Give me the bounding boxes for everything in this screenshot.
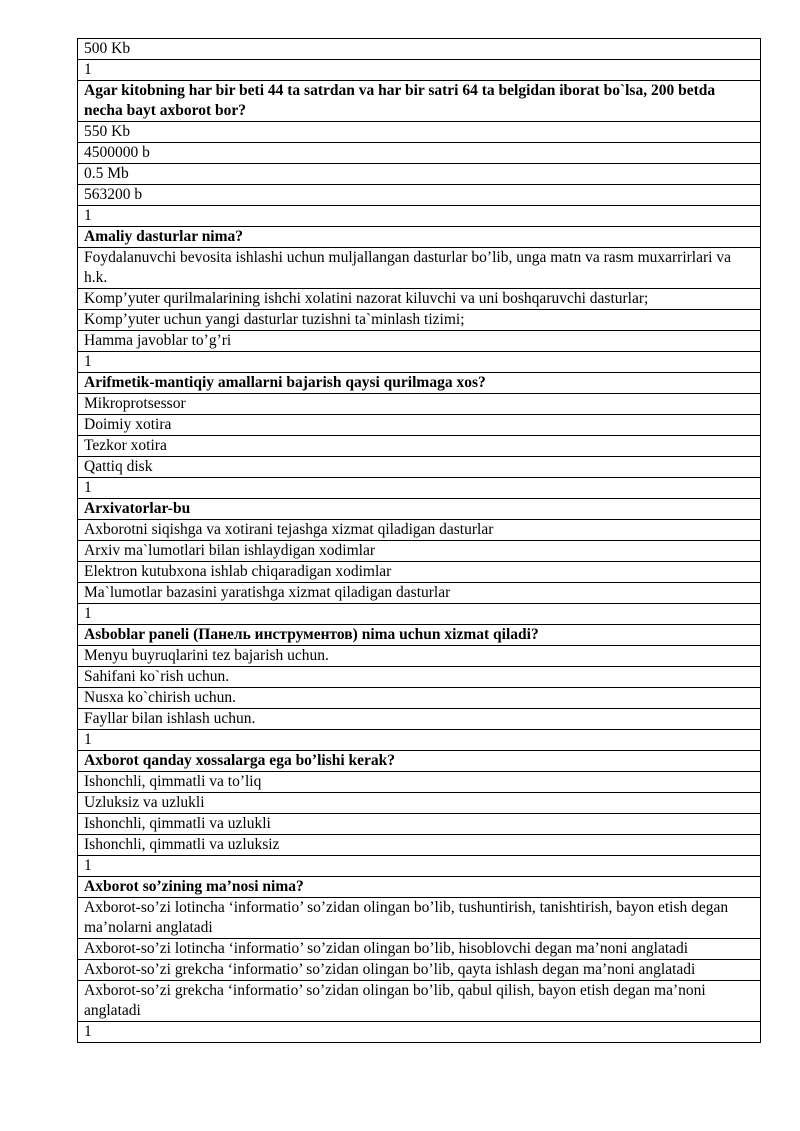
question-cell: Arxivatorlar-bu [78,499,761,520]
table-row [78,960,761,981]
question-cell: Axborot so’zining ma’nosi nima? [78,877,761,898]
answer-option-cell: Foydalanuvchi bevosita ishlashi uchun muljallangan dasturlar bo’lib, unga matn va rasm muxarrirlari va h.k. [78,248,761,289]
answer-option-cell: 550 Kb [78,122,761,143]
question-cell: Arifmetik-mantiqiy amallarni bajarish qaysi qurilmaga xos? [78,373,761,394]
table-row [78,394,761,415]
score-mark-cell: 1 [78,604,761,625]
score-mark-cell: 1 [78,352,761,373]
score-mark-cell: 1 [78,730,761,751]
answer-option-cell: Komp’yuter uchun yangi dasturlar tuzishni ta`minlash tizimi; [78,310,761,331]
table-row [78,436,761,457]
table-row [78,352,761,373]
table-row [78,981,761,1022]
answer-option-cell: Sahifani ko`rish uchun. [78,667,761,688]
table-row [78,60,761,81]
table-row [78,772,761,793]
score-mark-cell: 1 [78,206,761,227]
table-row [78,730,761,751]
answer-option-cell: Fayllar bilan ishlash uchun. [78,709,761,730]
question-cell: Agar kitobning har bir beti 44 ta satrdan va har bir satri 64 ta belgidan iborat bo`lsa, 200 betda necha bayt axborot bor? [78,81,761,122]
table-row [78,709,761,730]
score-mark-cell: 1 [78,856,761,877]
quiz-table-body [78,39,761,1043]
table-row [78,646,761,667]
table-row [78,310,761,331]
table-row [78,562,761,583]
table-row [78,688,761,709]
table-row [78,331,761,352]
table-row [78,185,761,206]
answer-option-cell: Komp’yuter qurilmalarining ishchi xolatini nazorat kiluvchi va uni boshqaruvchi dasturlar; [78,289,761,310]
table-row [78,478,761,499]
table-row [78,81,761,122]
answer-option-cell: Ma`lumotlar bazasini yaratishga xizmat qiladigan dasturlar [78,583,761,604]
table-row [78,898,761,939]
table-row [78,122,761,143]
answer-option-cell: Ishonchli, qimmatli va uzlukli [78,814,761,835]
answer-option-cell: Hamma javoblar to’g’ri [78,331,761,352]
answer-option-cell: 0.5 Mb [78,164,761,185]
answer-option-cell: Qattiq disk [78,457,761,478]
table-row [78,814,761,835]
answer-option-cell: Tezkor xotira [78,436,761,457]
answer-option-cell: Ishonchli, qimmatli va to’liq [78,772,761,793]
table-row [78,583,761,604]
table-row [78,856,761,877]
answer-option-cell: Arxiv ma`lumotlari bilan ishlaydigan xodimlar [78,541,761,562]
table-row [78,164,761,185]
table-row [78,751,761,772]
table-row [78,793,761,814]
table-row [78,373,761,394]
score-mark-cell: 1 [78,478,761,499]
answer-option-cell: Mikroprotsessor [78,394,761,415]
answer-option-cell: Doimiy xotira [78,415,761,436]
table-row [78,939,761,960]
answer-option-cell: Nusxa ko`chirish uchun. [78,688,761,709]
answer-option-cell: Uzluksiz va uzlukli [78,793,761,814]
question-cell: Amaliy dasturlar nima? [78,227,761,248]
table-row [78,877,761,898]
score-mark-cell: 1 [78,60,761,81]
table-row [78,289,761,310]
table-row [78,248,761,289]
answer-option-cell: Axborot-so’zi grekcha ‘informatio’ so’zidan olingan bo’lib, qayta ishlash degan ma’noni anglatadi [78,960,761,981]
answer-option-cell: Ishonchli, qimmatli va uzluksiz [78,835,761,856]
answer-option-cell: Axborot-so’zi lotincha ‘informatio’ so’zidan olingan bo’lib, tushuntirish, tanishtirish, bayon etish degan ma’nolarni anglatadi [78,898,761,939]
quiz-table [77,38,761,1043]
answer-option-cell: Axborot-so’zi lotincha ‘informatio’ so’zidan olingan bo’lib, hisoblovchi degan ma’noni anglatadi [78,939,761,960]
answer-option-cell: 4500000 b [78,143,761,164]
table-row [78,835,761,856]
table-row [78,604,761,625]
answer-option-cell: Menyu buyruqlarini tez bajarish uchun. [78,646,761,667]
table-row [78,39,761,60]
answer-option-cell: Axborot-so’zi grekcha ‘informatio’ so’zidan olingan bo’lib, qabul qilish, bayon etish degan ma’noni anglatadi [78,981,761,1022]
question-cell: Axborot qanday xossalarga ega bo’lishi kerak? [78,751,761,772]
table-row [78,541,761,562]
table-row [78,143,761,164]
table-row [78,625,761,646]
table-row [78,206,761,227]
table-row [78,415,761,436]
answer-option-cell: 563200 b [78,185,761,206]
answer-option-cell: 500 Kb [78,39,761,60]
answer-option-cell: Elektron kutubxona ishlab chiqaradigan xodimlar [78,562,761,583]
table-row [78,1022,761,1043]
table-row [78,520,761,541]
answer-option-cell: Axborotni siqishga va xotirani tejashga xizmat qiladigan dasturlar [78,520,761,541]
question-cell: Asboblar paneli (Панель инструментов) nima uchun xizmat qiladi? [78,625,761,646]
table-row [78,227,761,248]
score-mark-cell: 1 [78,1022,761,1043]
table-row [78,457,761,478]
table-row [78,667,761,688]
table-row [78,499,761,520]
